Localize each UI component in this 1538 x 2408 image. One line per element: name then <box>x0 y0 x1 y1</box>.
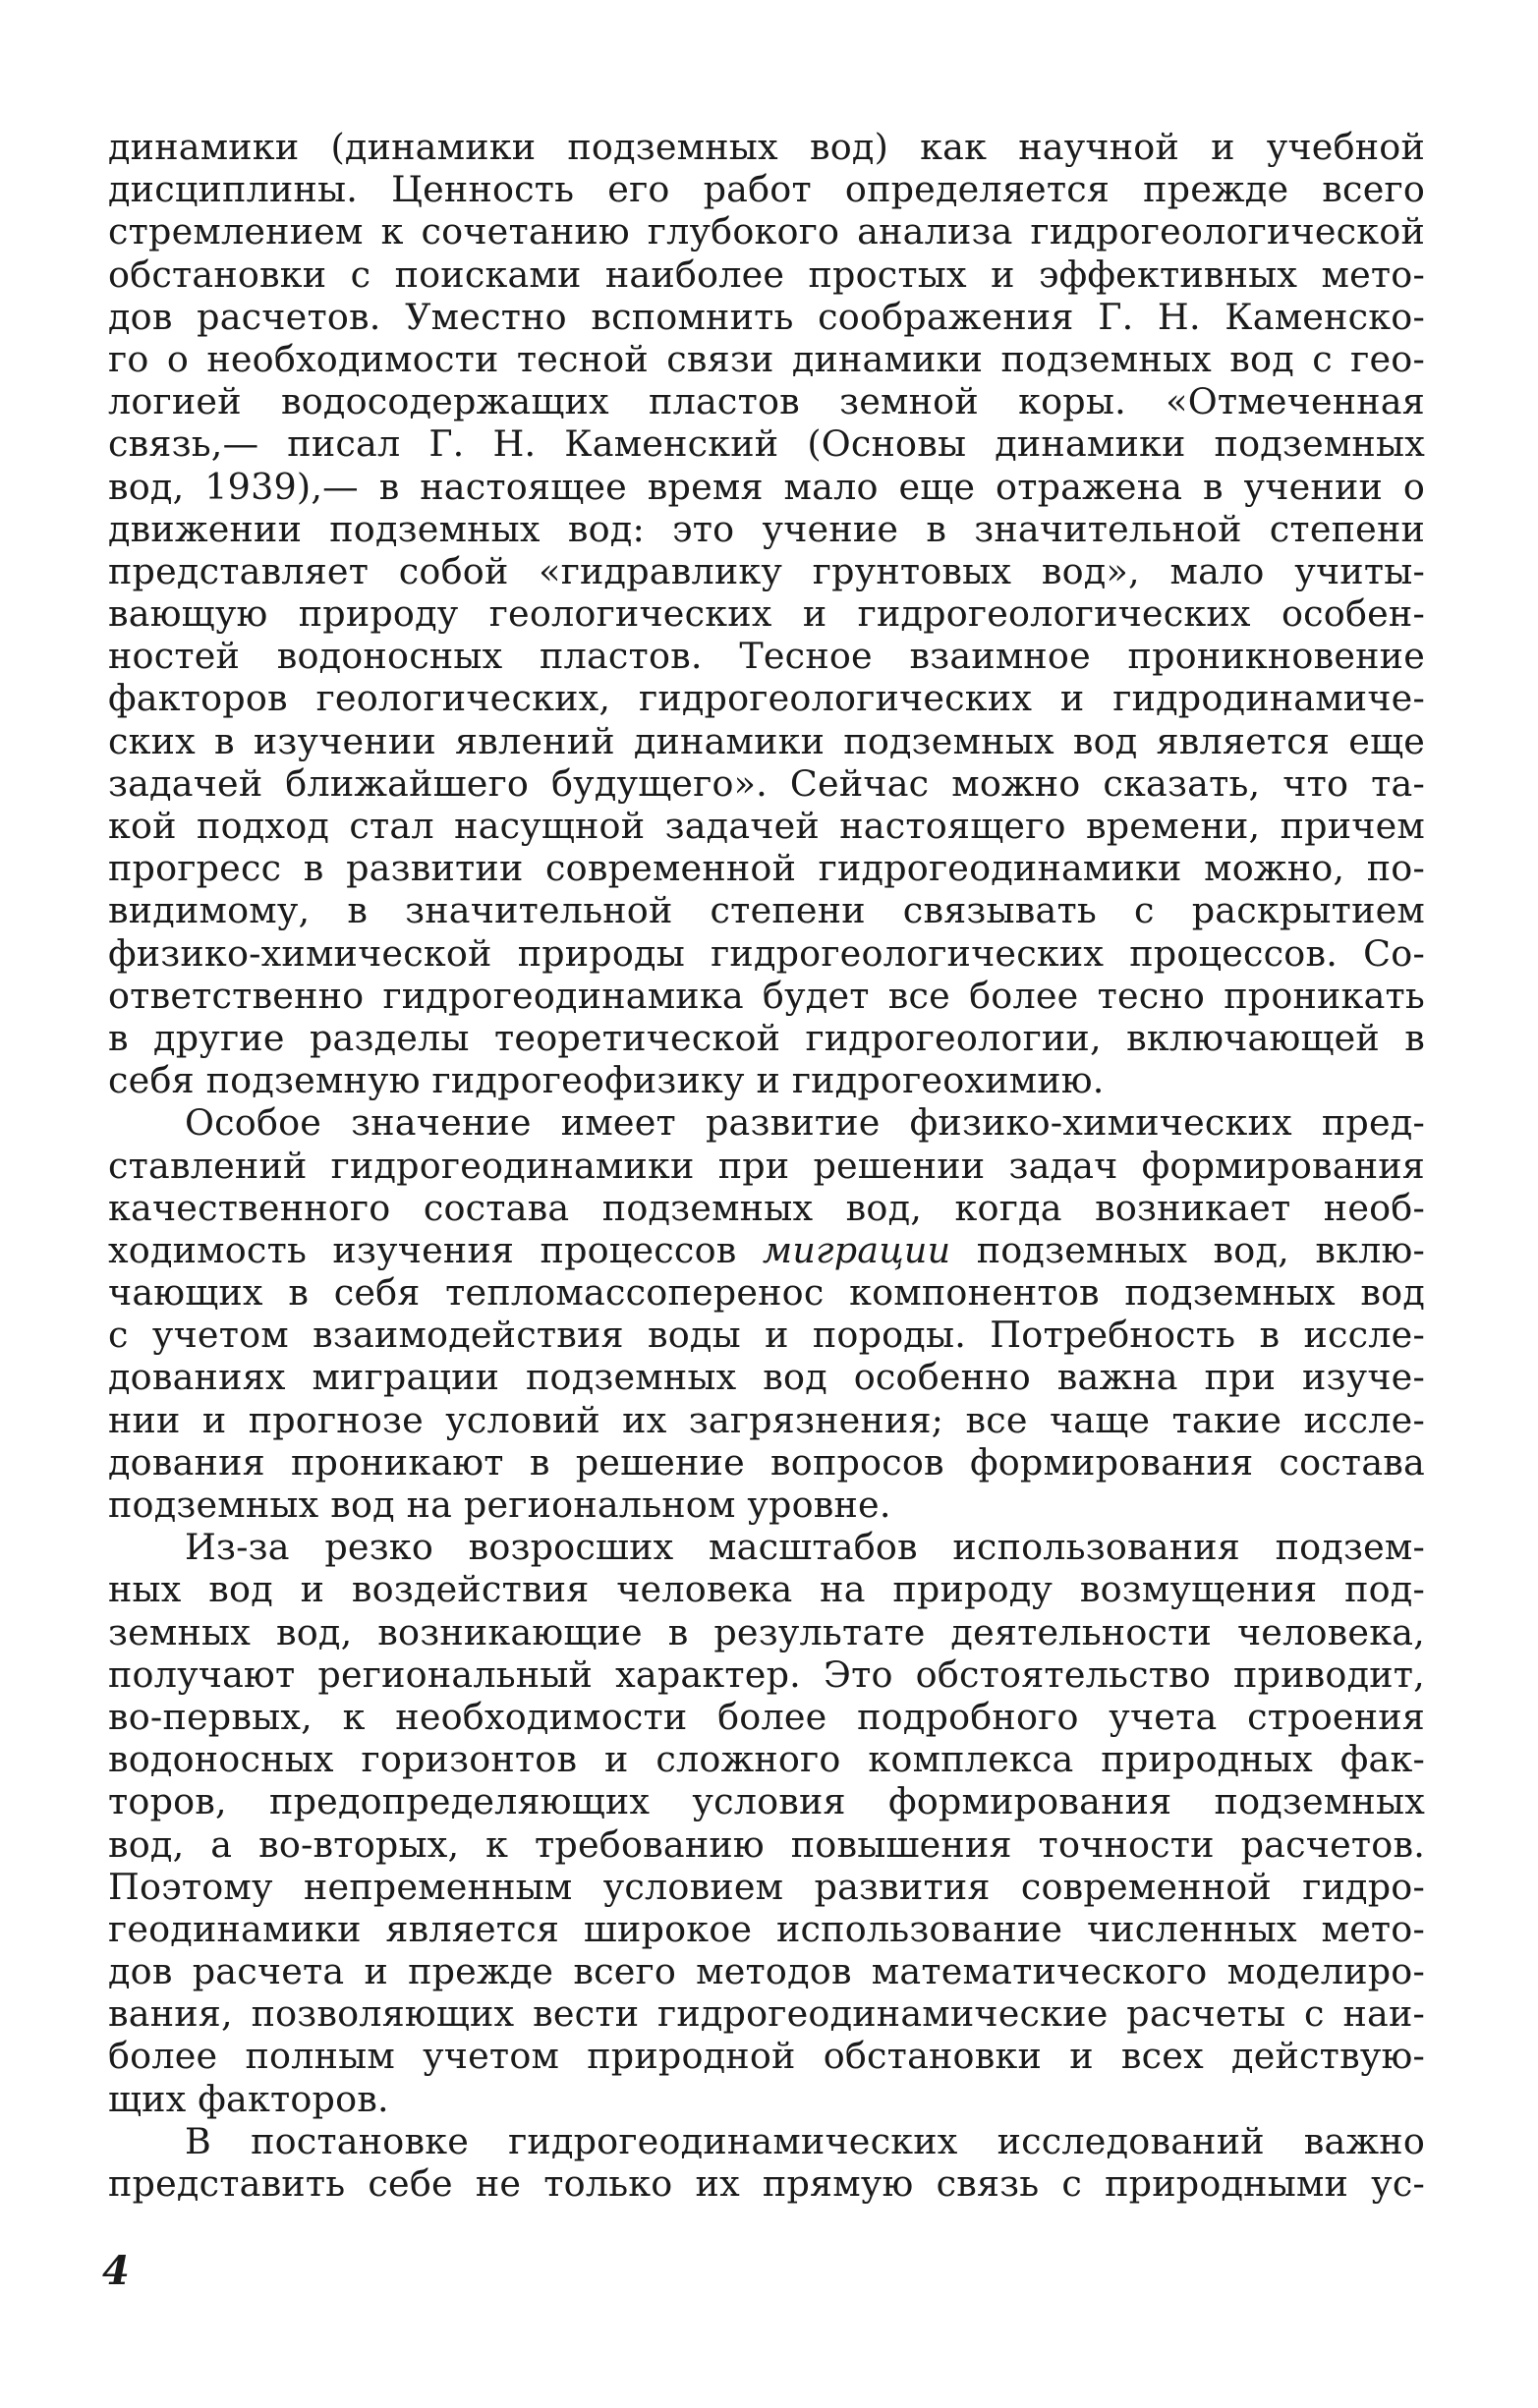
text-line <box>108 762 1425 805</box>
emphasized-term: миграции <box>762 1228 951 1271</box>
text-segment: ставлений гидрогеодинамики при решении задач формирования <box>108 1144 1425 1187</box>
text-line <box>108 592 1425 635</box>
text-line <box>108 1696 1425 1738</box>
text-segment: факторов геологических, гидрогеологических и гидродинамиче- <box>108 677 1425 720</box>
text-segment: ских в изучении явлений динамики подземных вод является еще <box>108 719 1425 762</box>
text-segment: стремлением к сочетанию глубокого анализа гидрогеологической <box>108 210 1425 253</box>
page-body <box>108 126 1425 2205</box>
text-segment: го о необходимости тесной связи динамики подземных вод с гео- <box>108 337 1425 380</box>
text-line <box>108 635 1425 677</box>
text-line <box>108 1101 1425 1144</box>
text-segment: вающую природу геологических и гидрогеологических особен- <box>108 592 1425 636</box>
paragraph <box>108 1101 1425 1526</box>
text-line <box>108 2120 1425 2162</box>
text-line <box>108 296 1425 338</box>
text-segment: задачей ближайшего будущего». Сейчас можно сказать, что та- <box>108 761 1425 805</box>
text-segment: себя подземную гидрогеофизику и гидрогеохимию. <box>108 1059 1105 1102</box>
text-segment: ходимость изучения процессов <box>108 1228 763 1271</box>
text-line <box>108 1780 1425 1822</box>
text-segment: геодинамики является широкое использование численных мето- <box>108 1907 1425 1950</box>
paragraph <box>108 1526 1425 2120</box>
text-segment: дисциплины. Ценность его работ определяется прежде всего <box>108 168 1425 211</box>
text-line <box>108 1059 1425 1101</box>
text-segment: физико-химической природы гидрогеологических процессов. Со- <box>108 931 1425 975</box>
text-line <box>108 1484 1425 1526</box>
text-segment: ответственно гидрогеодинамика будет все более тесно проникать <box>108 974 1425 1017</box>
text-segment: ностей водоносных пластов. Тесное взаимное проникновение <box>108 635 1425 678</box>
text-segment: В постановке гидрогеодинамических исследований важно <box>185 2119 1425 2162</box>
page-number: 4 <box>102 2248 130 2294</box>
text-line <box>108 1611 1425 1653</box>
text-line <box>108 975 1425 1017</box>
text-line <box>108 1992 1425 2035</box>
text-segment: логией водосодержащих пластов земной коры. «Отмеченная <box>108 380 1425 423</box>
text-line <box>108 338 1425 380</box>
text-line <box>108 126 1425 168</box>
text-line <box>108 2078 1425 2120</box>
text-segment: ных вод и воздействия человека на природу возмущения под- <box>108 1568 1425 1611</box>
text-segment: торов, предопределяющих условия формирования подземных <box>108 1780 1425 1823</box>
text-line <box>108 1866 1425 1908</box>
text-segment: дов расчетов. Уместно вспомнить соображения Г. Н. Каменско- <box>108 295 1425 338</box>
text-line <box>108 380 1425 422</box>
text-segment: Поэтому непременным условием развития современной гидро- <box>108 1865 1425 1908</box>
text-line <box>108 2035 1425 2077</box>
text-segment: чающих в себя тепломассоперенос компонентов подземных вод <box>108 1271 1425 1315</box>
text-line <box>108 2162 1425 2205</box>
text-segment: качественного состава подземных вод, когда возникает необ- <box>108 1186 1425 1229</box>
text-line <box>108 1823 1425 1866</box>
text-segment: движении подземных вод: это учение в значительной степени <box>108 507 1425 550</box>
text-segment: вод, а во-вторых, к требованию повышения точности расчетов. <box>108 1822 1425 1866</box>
text-segment: вод, 1939),— в настоящее время мало еще отражена в учении о <box>108 465 1425 508</box>
text-segment: дованиях миграции подземных вод особенно важна при изуче- <box>108 1356 1425 1399</box>
text-line <box>108 805 1425 847</box>
text-segment: более полным учетом природной обстановки и всех действую- <box>108 2035 1425 2078</box>
text-segment: связь,— писал Г. Н. Каменский (Основы динамики подземных <box>108 422 1425 466</box>
text-segment: земных вод, возникающие в результате деятельности человека, <box>108 1610 1425 1653</box>
text-line <box>108 932 1425 975</box>
text-segment: дов расчета и прежде всего методов математического моделиро- <box>108 1950 1425 1993</box>
text-line <box>108 1526 1425 1568</box>
text-line <box>108 1229 1425 1271</box>
text-segment: подземных вод, вклю- <box>950 1228 1425 1271</box>
text-segment: водоносных горизонтов и сложного комплекса природных фак- <box>108 1738 1425 1781</box>
text-line <box>108 1017 1425 1059</box>
text-line <box>108 1908 1425 1950</box>
text-segment: вания, позволяющих вести гидрогеодинамические расчеты с наи- <box>108 1992 1425 2036</box>
text-line <box>108 253 1425 296</box>
text-segment: кой подход стал насущной задачей настоящего времени, причем <box>108 805 1425 847</box>
text-segment: в другие разделы теоретической гидрогеологии, включающей в <box>108 1016 1425 1059</box>
text-segment: прогресс в развитии современной гидрогеодинамики можно, по- <box>108 847 1425 890</box>
text-line <box>108 1399 1425 1441</box>
text-line <box>108 1314 1425 1356</box>
text-line <box>108 466 1425 508</box>
text-line <box>108 1441 1425 1484</box>
text-line <box>108 168 1425 210</box>
text-line <box>108 550 1425 592</box>
text-line <box>108 508 1425 550</box>
text-line <box>108 1950 1425 1992</box>
text-line <box>108 720 1425 762</box>
paragraph <box>108 126 1425 1101</box>
text-segment: Особое значение имеет развитие физико-химических пред- <box>185 1101 1425 1145</box>
text-segment: с учетом взаимодействия воды и породы. Потребность в иссле- <box>108 1314 1425 1357</box>
text-line <box>108 1187 1425 1229</box>
text-line <box>108 422 1425 465</box>
text-segment: щих факторов. <box>108 2077 389 2120</box>
text-segment: представить себе не только их прямую связь с природными ус- <box>108 2162 1425 2205</box>
text-segment: Из-за резко возросших масштабов использования подзем- <box>185 1526 1425 1569</box>
text-line <box>108 1653 1425 1696</box>
text-segment: подземных вод на региональном уровне. <box>108 1484 891 1526</box>
text-line <box>108 1356 1425 1398</box>
text-line <box>108 889 1425 931</box>
text-segment: получают региональный характер. Это обстоятельство приводит, <box>108 1652 1425 1696</box>
text-line <box>108 677 1425 719</box>
text-segment: обстановки с поисками наиболее простых и эффективных мето- <box>108 252 1425 296</box>
text-segment: нии и прогнозе условий их загрязнения; все чаще такие иссле- <box>108 1398 1425 1441</box>
text-segment: динамики (динамики подземных вод) как научной и учебной <box>108 126 1425 168</box>
text-line <box>108 210 1425 252</box>
text-line <box>108 847 1425 889</box>
text-segment: представляет собой «гидравлику грунтовых вод», мало учиты- <box>108 549 1425 592</box>
text-segment: во-первых, к необходимости более подробного учета строения <box>108 1695 1425 1738</box>
text-segment: дования проникают в решение вопросов формирования состава <box>108 1440 1425 1484</box>
text-line <box>108 1738 1425 1780</box>
text-segment: видимому, в значительной степени связывать с раскрытием <box>108 889 1425 932</box>
text-line <box>108 1568 1425 1610</box>
text-line <box>108 1145 1425 1187</box>
text-line <box>108 1271 1425 1314</box>
paragraph <box>108 2120 1425 2205</box>
